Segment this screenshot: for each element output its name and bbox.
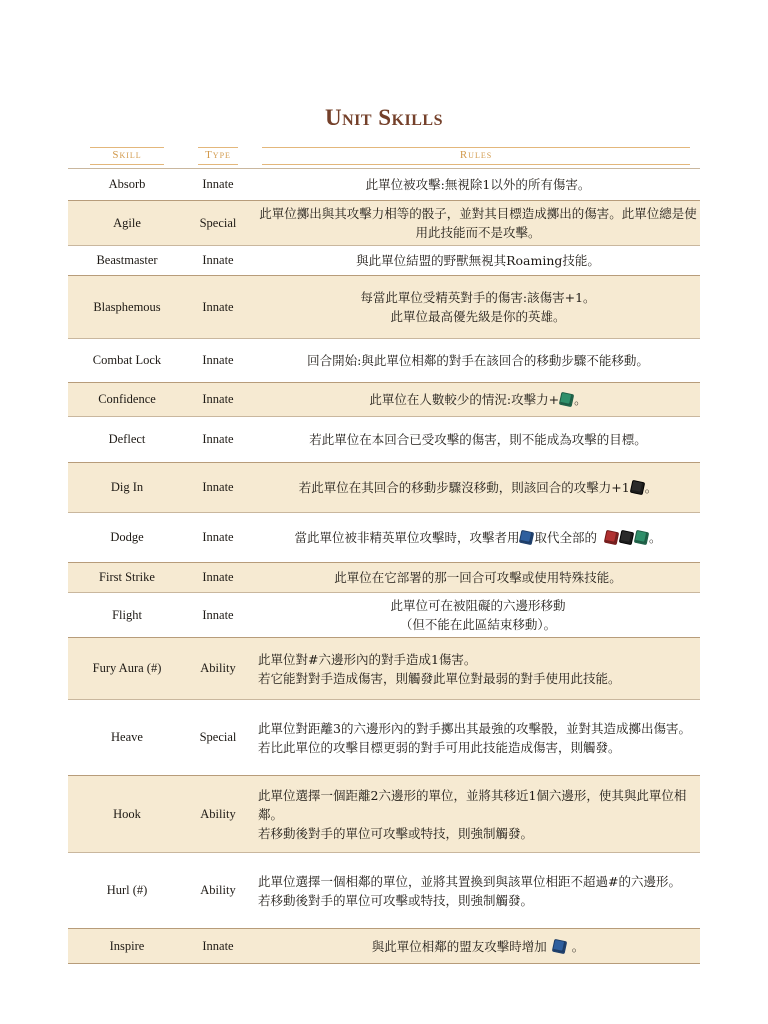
skill-type: Innate (202, 938, 234, 953)
table-row (68, 775, 700, 852)
column-header-rules: Rules (262, 147, 690, 165)
rules-text: 此單位在人數較少的情況:攻擊力+ (369, 392, 560, 407)
rules-text: 若此單位在本回合已受攻擊的傷害，則不能成為攻擊的目標。 (309, 432, 647, 447)
table-row (68, 168, 700, 200)
column-header-type: Type (198, 147, 238, 165)
skill-rules (258, 513, 698, 562)
blue-die-icon (519, 530, 534, 545)
skill-type: Innate (202, 530, 234, 544)
rules-text: 此單位在它部署的那一回合可攻擊或使用特殊技能。 (334, 570, 622, 585)
skill-type: Innate (202, 570, 234, 584)
skill-name: Agile (113, 215, 141, 230)
skill-rules (258, 593, 698, 637)
skill-rules (258, 246, 698, 275)
skill-name: Inspire (109, 938, 145, 953)
skill-rules (258, 383, 698, 416)
skill-rules (258, 417, 698, 462)
table-row (68, 637, 700, 699)
skill-name: Beastmaster (96, 253, 158, 267)
rules-text: 與此單位相鄰的盟友攻擊時增加 (371, 938, 547, 954)
rules-text-end: 。 (649, 530, 662, 545)
skill-rules (258, 638, 698, 699)
skill-name: First Strike (99, 570, 155, 584)
rules-text: 每當此單位受精英對手的傷害:該傷害+1。 此單位最高優先級是你的英雄。 (360, 290, 596, 324)
skill-type: Innate (202, 253, 234, 267)
skill-rules (258, 563, 698, 592)
table-row (68, 562, 700, 592)
black-die-icon (629, 480, 644, 495)
rules-text-mid: 取代全部的 (534, 530, 597, 545)
skill-name: Confidence (98, 392, 156, 406)
table-row (68, 382, 700, 416)
skill-name: Dig In (110, 480, 144, 494)
skill-name: Fury Aura (#) (92, 661, 162, 675)
table-row (68, 416, 700, 462)
rules-text: 當此單位被非精英單位攻擊時，攻擊者用 (294, 530, 520, 545)
rules-text: 此單位選擇一個距離2六邊形的單位，並將其移近1個六邊形，使其與此單位相鄰。 若移動後對手的單位可攻擊或特技，則強制觸發。 (258, 787, 687, 841)
rules-text: 若此單位在其回合的移動步驟沒移動，則該回合的攻擊力+1 (298, 480, 630, 495)
blue-die-icon (552, 938, 567, 953)
rules-text: 回合開始:與此單位相鄰的對手在該回合的移動步驟不能移動。 (307, 353, 649, 368)
table-row (68, 592, 700, 637)
skill-name: Combat Lock (92, 353, 162, 367)
skill-rules (258, 700, 698, 775)
rules-text-end: 。 (571, 938, 585, 954)
rules-text: 此單位選擇一個相鄰的單位，並將其置換到與該單位相距不超過#的六邊形。 若移動後對手的單位可攻擊或特技，則強制觸發。 (258, 873, 681, 908)
green-die-icon (559, 392, 574, 407)
page-title: Unit Skills (324, 105, 444, 130)
rules-text-end: 。 (644, 480, 658, 495)
rules-text-end: 。 (574, 392, 587, 407)
column-header-skill: Skill (90, 147, 164, 165)
rules-text: 與此單位結盟的野獸無視其Roaming技能。 (356, 253, 600, 268)
table-row (68, 275, 700, 338)
skill-type: Ability (200, 661, 236, 675)
skill-type: Innate (202, 432, 234, 446)
skill-rules (258, 169, 698, 200)
table-row (68, 512, 700, 562)
skill-rules (258, 463, 698, 512)
skill-rules (258, 339, 698, 382)
rules-text: 此單位可在被阻礙的六邊形移動 （但不能在此區結束移動）。 (390, 598, 566, 632)
skill-name: Flight (112, 607, 142, 622)
skill-name: Blasphemous (93, 299, 161, 314)
skill-type: Innate (202, 607, 234, 622)
skill-type: Innate (202, 299, 234, 314)
skill-rules (258, 201, 698, 245)
black-die-icon (619, 530, 634, 545)
rules-text: 此單位被攻擊:無視除1以外的所有傷害。 (365, 177, 591, 192)
table-row (68, 245, 700, 275)
skill-type: Innate (202, 177, 234, 191)
skill-name: Absorb (108, 177, 146, 191)
skill-name: Hook (113, 806, 141, 821)
skill-type: Innate (202, 392, 234, 406)
skill-type: Ability (200, 806, 236, 821)
skill-type: Special (199, 215, 237, 230)
red-die-icon (604, 530, 619, 545)
skill-type: Special (199, 730, 237, 744)
rules-text: 此單位擲出與其攻擊力相等的骰子，並對其目標造成擲出的傷害。此單位總是使用此技能而不是攻擊。 (259, 206, 697, 240)
rules-text: 此單位對#六邊形內的對手造成1傷害。 若它能對對手造成傷害，則觸發此單位對最弱的對手使用此技能。 (258, 651, 621, 686)
skill-rules (258, 929, 698, 963)
skill-name: Hurl (#) (106, 883, 148, 897)
skill-name: Deflect (108, 432, 146, 446)
table-row (68, 699, 700, 775)
table-row (68, 852, 700, 928)
skill-rules (258, 276, 698, 338)
rules-text: 此單位對距離3的六邊形內的對手擲出其最強的攻擊骰，並對其造成擲出傷害。 若比此單位的攻擊目標更弱的對手可用此技能造成傷害，則觸發。 (258, 720, 691, 755)
green-die-icon (634, 530, 649, 545)
skill-rules (258, 853, 698, 928)
table-row (68, 462, 700, 512)
table-row (68, 200, 700, 245)
table-row (68, 338, 700, 382)
skill-rules (258, 776, 698, 852)
skill-name: Heave (111, 730, 143, 744)
skill-name: Dodge (110, 530, 144, 544)
skill-type: Innate (202, 480, 234, 494)
skill-type: Ability (200, 883, 236, 897)
table-row (68, 928, 700, 964)
skill-type: Innate (202, 353, 234, 367)
